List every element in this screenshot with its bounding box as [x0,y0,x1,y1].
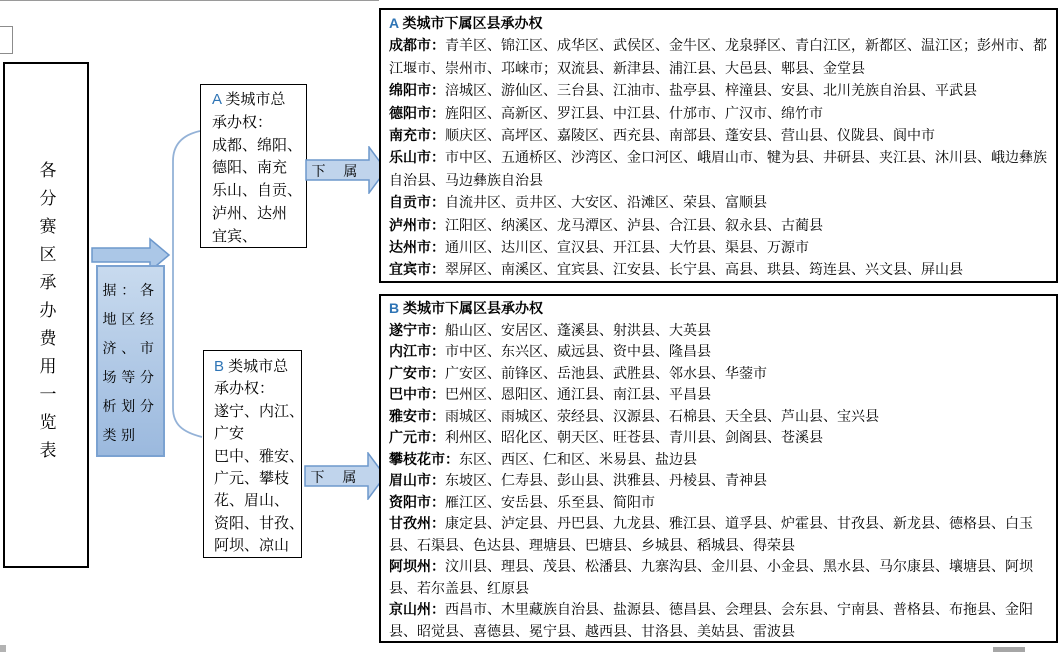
city-entry [389,258,1048,280]
class-b-panel-title-text: 类城市下属区县承办权 [399,300,544,316]
city-entry [389,102,1048,124]
city-districts: 汶川县、理县、茂县、松潘县、九寨沟县、金川县、小金县、黑水县、马尔康县、壤塘县、阿坝县、若尔盖县、红原县 [389,558,1033,596]
city-name: 自贡市： [389,194,445,211]
class-b-box-line: 广安 [214,425,245,443]
city-districts: 翠屏区、南溪区、宜宾县、江安县、长宁县、高县、珙县、筠连县、兴文县、屏山县 [445,261,963,278]
class-a-box-line: 德阳、南充 [212,159,288,177]
summary-title: 各分赛区承办费用一览表 [36,161,56,469]
city-name: 乐山市： [389,149,445,166]
bottom-shadow-fragment [993,647,1025,652]
city-name: 眉山市： [389,472,445,488]
city-name: 广安市： [389,364,445,381]
city-entry [389,341,1048,363]
city-districts: 涪城区、游仙区、三台县、江油市、盐亭县、梓潼县、安县、北川羌族自治县、平武县 [445,82,977,99]
city-entry [389,384,1048,406]
city-name: 成都市： [389,37,445,54]
city-entry [389,79,1048,101]
class-b-box-line: 花、眉山、 [214,492,290,510]
city-name: 广元市： [389,429,445,445]
summary-title-box [3,62,89,568]
city-name: 资阳市： [389,493,445,510]
city-entry [389,320,1048,342]
class-a-letter: A [212,91,222,108]
city-entry [389,124,1048,146]
city-entry [389,492,1048,514]
city-districts: 康定县、泸定县、丹巴县、九龙县、雅江县、道孚县、炉霍县、甘孜县、新龙县、德格县、白玉县、石渠县、色达县、理塘县、巴塘县、乡城县、稻城县、得荣县 [389,515,1033,553]
class-b-panel-title [389,298,1048,320]
city-districts: 利州区、昭化区、朝天区、旺苍县、青川县、剑阁县、苍溪县 [445,429,823,445]
city-entry [389,449,1048,471]
subordinate-arrow-b [304,452,387,500]
city-name: 泸州市： [389,216,445,233]
class-a-districts-panel [379,8,1058,283]
class-b-box-line: 巴中、雅安、 [214,447,305,465]
city-name: 遂宁市： [389,321,445,338]
city-districts: 东区、西区、仁和区、米易县、盐边县 [459,450,697,467]
subordinate-arrow-b-label: 下 属 [310,469,364,485]
class-b-letter: B [214,358,225,375]
city-entry [389,236,1048,258]
city-name: 阿坝州： [389,558,445,574]
class-b-districts-panel [379,294,1058,643]
class-b-entries [389,320,1048,643]
class-a-panel-title-text: 类城市下属区县承办权 [398,15,543,31]
class-b-box-lines [214,378,305,557]
city-entry [389,214,1048,236]
class-b-box-line: 阿坝、凉山 [214,537,290,555]
class-b-box-line: 承办权： [214,380,275,398]
city-districts: 江阳区、纳溪区、龙马潭区、泸县、合江县、叙永县、古蔺县 [445,216,823,233]
subordinate-arrow-a-label: 下 属 [311,163,365,179]
city-districts: 雁江区、安岳县、乐至县、简阳市 [445,493,655,510]
city-entry [389,406,1048,428]
city-name: 德阳市： [389,104,445,121]
city-districts: 青羊区、锦江区、成华区、武侯区、金牛区、龙泉驿区、青白江区，新都区、温江区；彭州市、都江堰市、崇州市、邛崃市；双流县、新津县、浦江县、大邑县、郫县、金堂县 [389,37,1047,76]
class-a-box-line: 泸州、达州 [212,204,288,222]
class-b-line1-text: 类城市总 [224,358,289,375]
class-b-panel-title-letter: B [389,300,400,316]
class-a-box-line: 承办权： [212,113,273,131]
class-b-box-line: 遂宁、内江、 [214,402,305,420]
bottom-left-shadow-fragment [0,645,6,652]
class-a-panel-title [389,12,1048,34]
city-entry [389,191,1048,213]
class-a-box-lines [212,112,306,249]
class-a-cities-box [200,84,307,248]
city-name: 南充市： [389,127,445,144]
city-districts: 广安区、前锋区、岳池县、武胜县、邻水县、华蓥市 [445,364,767,381]
criteria-text: 据：各地区经济、市场等分析划分类别 [102,282,159,443]
subordinate-arrow-a [305,146,388,194]
city-entry [389,513,1048,556]
city-entry [389,556,1048,599]
class-b-box-line: 资阳、甘孜、 [214,514,305,532]
city-districts: 船山区、安居区、蓬溪县、射洪县、大英县 [445,321,711,338]
city-districts: 雨城区、雨城区、荥经县、汉源县、石棉县、天全县、芦山县、宝兴县 [445,407,879,424]
city-entry [389,363,1048,385]
class-b-cities-box [203,350,305,558]
city-name: 京山州： [389,601,445,617]
class-a-box-line: 成都、绵阳、 [212,136,303,154]
class-a-box-line1 [212,89,306,112]
city-districts: 顺庆区、高坪区、嘉陵区、西充县、南部县、蓬安县、营山县、仪陇县、阆中市 [445,127,935,144]
window-edge-line [0,0,379,1]
city-name: 内江市： [389,343,445,359]
class-b-box-line1 [214,356,301,378]
city-districts: 巴州区、恩阳区、通江县、南江县、平昌县 [445,386,711,402]
city-districts: 市中区、五通桥区、沙湾区、金口河区、峨眉山市、犍为县、井研县、夹江县、沐川县、峨边彝族自治县、马边彝族自治县 [389,149,1047,188]
class-a-panel-title-letter: A [389,15,399,31]
criteria-box [96,265,165,457]
class-a-line1-text: 类城市总 [221,91,286,108]
stray-rectangle [0,26,13,54]
city-districts: 东坡区、仁寿县、彭山县、洪雅县、丹棱县、青神县 [445,472,767,488]
city-entry [389,427,1048,449]
city-name: 绵阳市： [389,82,445,99]
city-name: 攀枝花市： [389,450,459,467]
class-a-entries [389,34,1048,280]
city-entry [389,470,1048,492]
city-entry [389,599,1048,642]
class-b-box-line: 广元、攀枝 [214,470,290,488]
city-entry [389,146,1048,191]
city-name: 巴中市： [389,386,445,402]
class-a-box-line: 乐山、自贡、 [212,182,303,200]
city-districts: 市中区、东兴区、威远县、资中县、隆昌县 [445,343,711,359]
city-name: 甘孜州： [389,515,445,531]
class-a-box-line: 宜宾、 [212,227,258,245]
city-entry [389,34,1048,79]
city-name: 雅安市： [389,407,445,424]
city-districts: 通川区、达川区、宣汉县、开江县、大竹县、渠县、万源市 [445,239,809,256]
city-districts: 自流井区、贡井区、大安区、沿滩区、荣县、富顺县 [445,194,767,211]
city-districts: 旌阳区、高新区、罗江县、中江县、什邡市、广汉市、绵竹市 [445,104,823,121]
city-name: 宜宾市： [389,261,445,278]
city-districts: 西昌市、木里藏族自治县、盐源县、德昌县、会理县、会东县、宁南县、普格县、布拖县、金阳县、昭觉县、喜德县、冕宁县、越西县、甘洛县、美姑县、雷波县 [389,601,1033,639]
city-name: 达州市： [389,239,445,256]
